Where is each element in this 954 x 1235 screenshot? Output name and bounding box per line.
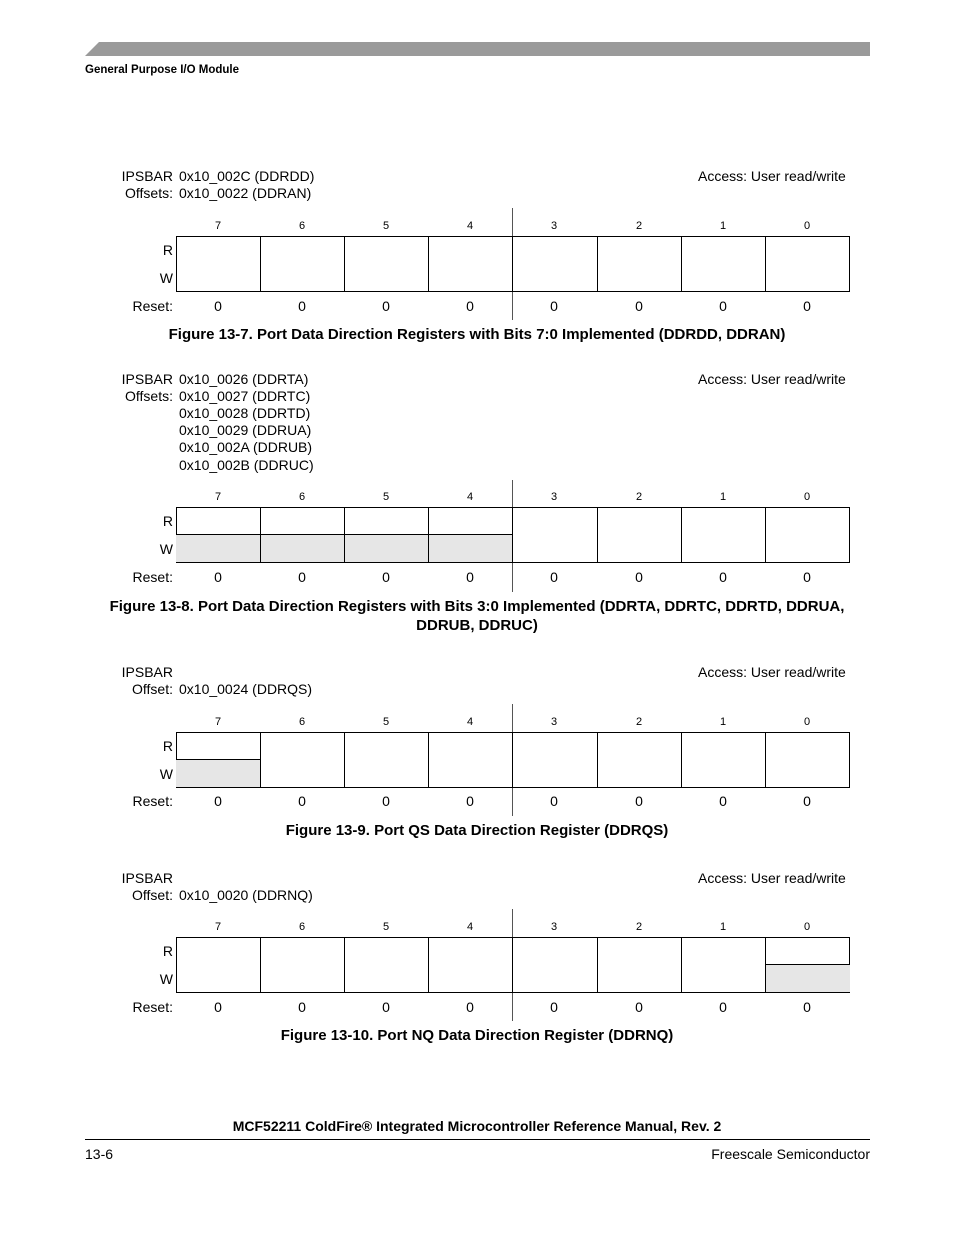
reset-value: 0 [550,298,558,314]
reset-value: 0 [803,298,811,314]
reserved-write-field [766,965,850,992]
bit-cell [176,508,260,562]
bit-number: 6 [298,491,306,503]
read-field [345,508,428,535]
bit-cell [428,508,512,562]
addr-label: IPSBAR [121,371,173,387]
register-grid [176,732,850,788]
bit-number: 6 [298,921,306,933]
bit-cell [428,938,512,992]
footer-title: MCF52211 ColdFire® Integrated Microcontroller Reference Manual, Rev. 2 [232,1118,722,1134]
bit-number: 4 [466,921,474,933]
bit-cell [597,733,681,787]
bit-cell [681,938,765,992]
bit-number: 2 [635,716,643,728]
bit-cell [428,237,512,291]
bit-cell [765,237,850,291]
reset-value: 0 [803,793,811,809]
reset-value: 0 [382,569,390,585]
read-field [261,508,344,535]
bit-number: 6 [298,220,306,232]
read-row-label: R [162,513,173,529]
read-row-label: R [162,242,173,258]
read-field [429,508,512,535]
read-field [176,508,260,535]
addr-value: 0x10_0029 (DDRUA) [179,422,312,438]
bit-number: 2 [635,491,643,503]
bit-cell [344,938,428,992]
reserved-write-field [176,760,260,787]
company-name: Freescale Semiconductor [711,1146,870,1162]
bit-number: 4 [466,220,474,232]
reset-value: 0 [382,999,390,1015]
bit-cell [176,938,260,992]
bit-cell [176,237,260,291]
addr-value: 0x10_0020 (DDRNQ) [179,887,313,903]
reset-value: 0 [382,793,390,809]
reset-value: 0 [719,999,727,1015]
reserved-write-field [176,535,260,562]
read-field [176,733,260,760]
register-grid [176,507,850,563]
reset-value: 0 [298,793,306,809]
bit-number: 1 [719,220,727,232]
bit-number: 0 [803,220,811,232]
reset-value: 0 [803,999,811,1015]
reset-value: 0 [550,793,558,809]
bit-number: 2 [635,921,643,933]
bit-number: 1 [719,491,727,503]
access-label: Access: User read/write [698,371,846,387]
reset-label: Reset: [132,793,173,809]
reset-value: 0 [466,793,474,809]
bit-cell [765,508,850,562]
bit-cell [681,733,765,787]
access-label: Access: User read/write [698,664,846,680]
bit-number: 0 [803,491,811,503]
bit-number: 3 [550,220,558,232]
reset-label: Reset: [132,999,173,1015]
addr-value: 0x10_002B (DDRUC) [179,457,314,473]
reset-value: 0 [803,569,811,585]
reserved-write-field [261,535,344,562]
bit-number: 4 [466,716,474,728]
bit-number: 5 [382,716,390,728]
reset-value: 0 [635,793,643,809]
reset-label: Reset: [132,298,173,314]
addr-value: 0x10_0024 (DDRQS) [179,681,313,697]
bit-number: 3 [550,921,558,933]
reset-value: 0 [719,569,727,585]
bit-number: 7 [214,716,222,728]
figure-caption: Figure 13-9. Port QS Data Direction Register (DDRQS) [285,822,669,839]
bit-cell [765,733,850,787]
reset-value: 0 [214,298,222,314]
reset-value: 0 [214,999,222,1015]
bit-cell [344,508,428,562]
reset-value: 0 [635,999,643,1015]
bit-number: 5 [382,921,390,933]
addr-value: 0x10_0022 (DDRAN) [179,185,312,201]
reset-value: 0 [214,793,222,809]
bit-cell [260,237,344,291]
addr-label: IPSBAR [121,664,173,680]
bit-cell [597,237,681,291]
bit-number: 3 [550,491,558,503]
bit-cell [512,237,597,291]
figure-caption-line1: Figure 13-8. Port Data Direction Registers with Bits 3:0 Implemented (DDRTA, DDRTC, DDRTD, DDRUA, [109,598,845,615]
bit-number: 0 [803,921,811,933]
reset-value: 0 [298,999,306,1015]
bit-number: 7 [214,220,222,232]
register-grid [176,236,850,292]
write-row-label: W [159,541,173,557]
bit-number: 7 [214,491,222,503]
addr-value: 0x10_0026 (DDRTA) [179,371,309,387]
bit-cell [765,938,850,992]
addr-label: IPSBAR [121,870,173,886]
read-row-label: R [162,738,173,754]
bit-number: 7 [214,921,222,933]
section-header: General Purpose I/O Module [85,64,240,76]
addr-value: 0x10_002A (DDRUB) [179,439,313,455]
addr-value: 0x10_0028 (DDRTD) [179,405,311,421]
bit-cell [512,938,597,992]
reset-value: 0 [635,569,643,585]
write-row-label: W [159,766,173,782]
reset-value: 0 [298,298,306,314]
addr-label: Offset: [132,887,173,903]
bit-cell [681,508,765,562]
bit-number: 0 [803,716,811,728]
bit-cell [260,938,344,992]
reset-value: 0 [550,569,558,585]
page-number: 13-6 [85,1146,114,1162]
bit-cell [681,237,765,291]
addr-label: Offsets: [125,185,173,201]
access-label: Access: User read/write [698,168,846,184]
reset-value: 0 [719,793,727,809]
write-row-label: W [159,270,173,286]
header-bar [85,42,870,56]
bit-number: 3 [550,716,558,728]
bit-number: 2 [635,220,643,232]
bit-cell [512,733,597,787]
addr-value: 0x10_002C (DDRDD) [179,168,315,184]
bit-number: 5 [382,491,390,503]
footer-divider [85,1139,870,1140]
figure-caption-line2: DDRUB, DDRUC) [416,617,538,634]
access-label: Access: User read/write [698,870,846,886]
reset-value: 0 [298,569,306,585]
bit-cell [344,733,428,787]
register-grid [176,937,850,993]
bit-cell [260,508,344,562]
reset-value: 0 [382,298,390,314]
figure-caption: Figure 13-7. Port Data Direction Registers with Bits 7:0 Implemented (DDRDD, DDRAN) [168,326,786,343]
bit-cell [344,237,428,291]
addr-label: Offset: [132,681,173,697]
addr-value: 0x10_0027 (DDRTC) [179,388,311,404]
addr-label: IPSBAR [121,168,173,184]
bit-cell [260,733,344,787]
bit-cell [512,508,597,562]
reserved-write-field [345,535,428,562]
reset-value: 0 [466,569,474,585]
bit-number: 1 [719,921,727,933]
write-row-label: W [159,971,173,987]
bit-cell [176,733,260,787]
reset-value: 0 [466,298,474,314]
bit-cell [597,938,681,992]
reserved-write-field [429,535,512,562]
bit-cell [428,733,512,787]
reset-value: 0 [466,999,474,1015]
bit-cell [597,508,681,562]
reset-value: 0 [214,569,222,585]
bit-number: 4 [466,491,474,503]
addr-label: Offsets: [125,388,173,404]
reset-value: 0 [635,298,643,314]
reset-label: Reset: [132,569,173,585]
bit-number: 1 [719,716,727,728]
read-field [766,938,850,965]
read-row-label: R [162,943,173,959]
reset-value: 0 [550,999,558,1015]
figure-caption: Figure 13-10. Port NQ Data Direction Register (DDRNQ) [280,1027,674,1044]
bit-number: 6 [298,716,306,728]
reset-value: 0 [719,298,727,314]
bit-number: 5 [382,220,390,232]
